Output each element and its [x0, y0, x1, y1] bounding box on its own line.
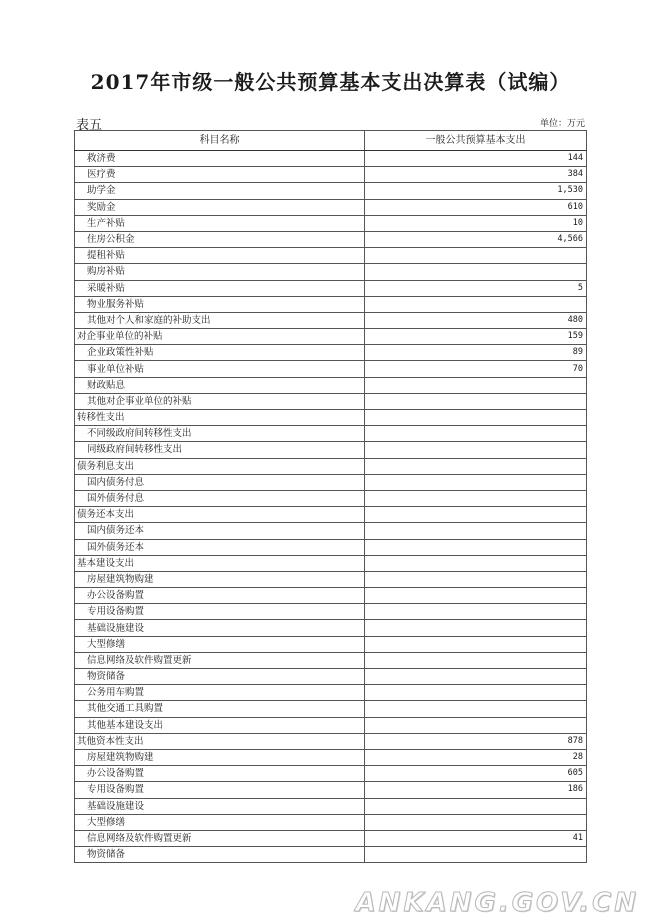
table-row [75, 685, 587, 701]
row-subject-name: 专用设备购置 [75, 782, 365, 798]
row-amount [365, 669, 587, 685]
table-row [75, 458, 587, 474]
table-header-row [75, 131, 587, 151]
row-subject-name: 房屋建筑物购建 [75, 749, 365, 765]
table-row [75, 231, 587, 247]
table-row [75, 474, 587, 490]
row-amount [365, 604, 587, 620]
row-amount [365, 701, 587, 717]
row-amount [365, 847, 587, 863]
row-amount [365, 539, 587, 555]
row-subject-name: 助学金 [75, 183, 365, 199]
table-row [75, 183, 587, 199]
table-row [75, 717, 587, 733]
row-subject-name: 其他基本建设支出 [75, 717, 365, 733]
row-amount: 610 [365, 199, 587, 215]
row-amount [365, 652, 587, 668]
row-amount: 28 [365, 749, 587, 765]
table-row [75, 636, 587, 652]
table-row [75, 199, 587, 215]
row-amount [365, 458, 587, 474]
row-subject-name: 其他对个人和家庭的补助支出 [75, 312, 365, 328]
table-row [75, 442, 587, 458]
table-row [75, 701, 587, 717]
table-row [75, 847, 587, 863]
row-subject-name: 基础设施建设 [75, 798, 365, 814]
row-amount: 384 [365, 167, 587, 183]
table-body [75, 151, 587, 863]
row-amount [365, 264, 587, 280]
table-number-label: 表五 [76, 118, 103, 133]
row-subject-name: 企业政策性补贴 [75, 345, 365, 361]
table-row [75, 782, 587, 798]
row-amount [365, 442, 587, 458]
row-amount: 144 [365, 151, 587, 167]
row-subject-name: 其他对企事业单位的补贴 [75, 393, 365, 409]
row-amount [365, 507, 587, 523]
table-row [75, 733, 587, 749]
row-subject-name: 转移性支出 [75, 410, 365, 426]
row-subject-name: 债务还本支出 [75, 507, 365, 523]
table-row [75, 167, 587, 183]
row-subject-name: 其他资本性支出 [75, 733, 365, 749]
row-subject-name: 信息网络及软件购置更新 [75, 830, 365, 846]
table-row [75, 264, 587, 280]
row-amount [365, 248, 587, 264]
row-amount: 70 [365, 361, 587, 377]
row-subject-name: 国外债务付息 [75, 490, 365, 506]
unit-label: 单位：万元 [539, 119, 585, 129]
row-subject-name: 基础设施建设 [75, 620, 365, 636]
row-amount [365, 474, 587, 490]
row-amount: 10 [365, 215, 587, 231]
table-row [75, 280, 587, 296]
table-row [75, 571, 587, 587]
table-row [75, 393, 587, 409]
row-subject-name: 对企事业单位的补贴 [75, 329, 365, 345]
table-row [75, 830, 587, 846]
table-row [75, 507, 587, 523]
row-amount: 480 [365, 312, 587, 328]
row-subject-name: 房屋建筑物购建 [75, 571, 365, 587]
row-subject-name: 国内债务还本 [75, 523, 365, 539]
table-row [75, 766, 587, 782]
row-subject-name: 提租补贴 [75, 248, 365, 264]
row-amount [365, 798, 587, 814]
table-row [75, 652, 587, 668]
table-row [75, 604, 587, 620]
row-amount [365, 685, 587, 701]
row-subject-name: 物业服务补贴 [75, 296, 365, 312]
row-amount [365, 410, 587, 426]
row-amount [365, 393, 587, 409]
row-amount [365, 620, 587, 636]
row-amount [365, 588, 587, 604]
row-subject-name: 采暖补贴 [75, 280, 365, 296]
row-amount [365, 426, 587, 442]
table-row [75, 669, 587, 685]
row-subject-name: 救济费 [75, 151, 365, 167]
row-amount: 159 [365, 329, 587, 345]
row-amount: 186 [365, 782, 587, 798]
row-amount [365, 377, 587, 393]
row-subject-name: 其他交通工具购置 [75, 701, 365, 717]
row-amount: 605 [365, 766, 587, 782]
table-row [75, 410, 587, 426]
row-subject-name: 公务用车购置 [75, 685, 365, 701]
row-subject-name: 不同级政府间转移性支出 [75, 426, 365, 442]
row-subject-name: 物资储备 [75, 847, 365, 863]
row-subject-name: 办公设备购置 [75, 766, 365, 782]
table-row [75, 312, 587, 328]
row-subject-name: 同级政府间转移性支出 [75, 442, 365, 458]
table-row [75, 588, 587, 604]
page-title: 2017年市级一般公共预算基本支出决算表（试编） [90, 70, 571, 94]
table-row [75, 215, 587, 231]
row-amount [365, 523, 587, 539]
row-amount [365, 296, 587, 312]
table-row [75, 814, 587, 830]
row-subject-name: 住房公积金 [75, 231, 365, 247]
row-subject-name: 生产补贴 [75, 215, 365, 231]
row-subject-name: 信息网络及软件购置更新 [75, 652, 365, 668]
table-row [75, 377, 587, 393]
row-subject-name: 事业单位补贴 [75, 361, 365, 377]
table-row [75, 749, 587, 765]
table-row [75, 798, 587, 814]
row-subject-name: 专用设备购置 [75, 604, 365, 620]
row-subject-name: 财政贴息 [75, 377, 365, 393]
row-amount: 1,530 [365, 183, 587, 199]
row-subject-name: 医疗费 [75, 167, 365, 183]
row-subject-name: 物资储备 [75, 669, 365, 685]
table-row [75, 329, 587, 345]
row-subject-name: 大型修缮 [75, 636, 365, 652]
row-amount [365, 490, 587, 506]
row-amount: 5 [365, 280, 587, 296]
row-amount: 4,566 [365, 231, 587, 247]
row-subject-name: 债务利息支出 [75, 458, 365, 474]
row-amount: 89 [365, 345, 587, 361]
site-watermark: ANKANG.GOV.CN [355, 888, 639, 918]
row-amount [365, 814, 587, 830]
row-amount: 41 [365, 830, 587, 846]
row-amount [365, 717, 587, 733]
row-amount: 878 [365, 733, 587, 749]
row-subject-name: 基本建设支出 [75, 555, 365, 571]
table-row [75, 248, 587, 264]
row-amount [365, 555, 587, 571]
budget-expenditure-table [74, 130, 587, 863]
column-header-amount: 一般公共预算基本支出 [365, 131, 587, 151]
row-subject-name: 国内债务付息 [75, 474, 365, 490]
column-header-subject: 科目名称 [75, 131, 365, 151]
table-row [75, 296, 587, 312]
row-subject-name: 办公设备购置 [75, 588, 365, 604]
row-amount [365, 636, 587, 652]
table-row [75, 539, 587, 555]
table-row [75, 523, 587, 539]
row-subject-name: 国外债务还本 [75, 539, 365, 555]
table-row [75, 345, 587, 361]
table-row [75, 151, 587, 167]
row-subject-name: 奖励金 [75, 199, 365, 215]
table-row [75, 555, 587, 571]
table-row [75, 620, 587, 636]
table-row [75, 361, 587, 377]
row-subject-name: 大型修缮 [75, 814, 365, 830]
table-row [75, 490, 587, 506]
table-row [75, 426, 587, 442]
row-amount [365, 571, 587, 587]
row-subject-name: 购房补贴 [75, 264, 365, 280]
